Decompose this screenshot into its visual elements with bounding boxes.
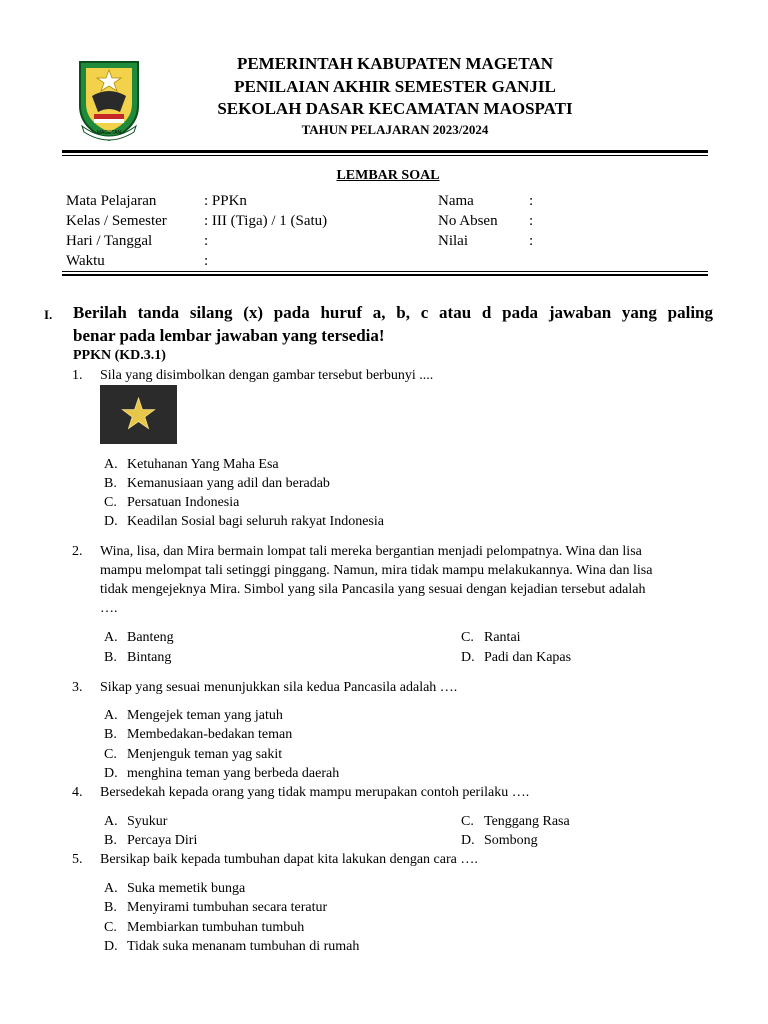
pancasila-star-image: [100, 385, 177, 444]
option[interactable]: C. Rantai: [461, 630, 521, 645]
option[interactable]: A. Ketuhanan Yang Maha Esa: [104, 457, 279, 472]
info-label-time: Waktu: [66, 253, 105, 269]
question-text-line: Wina, lisa, dan Mira bermain lompat tali mereka bergantian menjadi pelompatnya. Wina dan lisa: [100, 544, 642, 559]
option[interactable]: D. Sombong: [461, 833, 538, 848]
option[interactable]: C. Tenggang Rasa: [461, 814, 570, 829]
question-text-line: mampu melompat tali setinggi pinggang. Namun, mira tidak mampu melakukannya. Wina dan lisa: [100, 563, 653, 578]
option[interactable]: C. Persatuan Indonesia: [104, 495, 240, 510]
option[interactable]: B. Percaya Diri: [104, 833, 198, 848]
info-value-class: : III (Tiga) / 1 (Satu): [204, 213, 328, 229]
section-instruction-line2: benar pada lembar jawaban yang tersedia!: [73, 326, 385, 345]
question-text: Bersikap baik kepada tumbuhan dapat kita lakukan dengan cara ….: [100, 852, 478, 867]
section-instruction-line1: Berilah tanda silang (x) pada huruf a, b, c atau d pada jawaban yang paling: [73, 303, 713, 322]
info-value-date: :: [204, 233, 209, 249]
option[interactable]: A. Syukur: [104, 814, 168, 829]
info-label-score: Nilai: [438, 233, 468, 249]
option[interactable]: D. Padi dan Kapas: [461, 650, 572, 665]
svg-text:MAGETAN: MAGETAN: [96, 130, 122, 136]
question-text: Sila yang disimbolkan dengan gambar tersebut berbunyi ....: [100, 368, 434, 383]
option[interactable]: D. menghina teman yang berbeda daerah: [104, 766, 340, 781]
magetan-emblem-icon: [70, 56, 148, 142]
info-label-subject: Mata Pelajaran: [66, 193, 157, 209]
header-line-year: TAHUN PELAJARAN 2023/2024: [301, 122, 489, 137]
info-label-name: Nama: [438, 193, 474, 209]
question-text: Bersedekah kepada orang yang tidak mampu merupakan contoh perilaku ….: [100, 785, 530, 800]
info-divider-thick: [62, 274, 708, 276]
question-number: 2.: [72, 544, 83, 559]
info-label-absen: No Absen: [438, 213, 498, 229]
regency-logo: [70, 56, 148, 142]
option[interactable]: C. Membiarkan tumbuhan tumbuh: [104, 920, 305, 935]
section-subheading: PPKN (KD.3.1): [73, 348, 166, 363]
info-divider-thin: [62, 271, 708, 272]
option[interactable]: D. Keadilan Sosial bagi seluruh rakyat Indonesia: [104, 514, 384, 529]
info-value-subject: : PPKn: [204, 193, 247, 209]
question-number: 5.: [72, 852, 83, 867]
option[interactable]: C. Menjenguk teman yag sakit: [104, 747, 283, 762]
option[interactable]: B. Menyirami tumbuhan secara teratur: [104, 900, 328, 915]
info-value-name: :: [529, 193, 534, 209]
option[interactable]: B. Membedakan-bedakan teman: [104, 727, 293, 742]
question-text: Sikap yang sesuai menunjukkan sila kedua Pancasila adalah ….: [100, 680, 458, 695]
question-number: 1.: [72, 368, 83, 383]
info-value-absen: :: [529, 213, 534, 229]
question-text-line: tidak mengejeknya Mira. Simbol yang sila Pancasila yang sesuai dengan kejadian tersebut adalah: [100, 582, 646, 597]
info-value-score: :: [529, 233, 534, 249]
option[interactable]: A. Mengejek teman yang jatuh: [104, 708, 283, 723]
info-label-date: Hari / Tanggal: [66, 233, 153, 249]
option[interactable]: D. Tidak suka menanam tumbuhan di rumah: [104, 939, 360, 954]
option[interactable]: B. Kemanusiaan yang adil dan beradab: [104, 476, 330, 491]
question-text-line: ….: [100, 601, 118, 616]
info-label-class: Kelas / Semester: [66, 213, 167, 229]
header-line-government: PEMERINTAH KABUPATEN MAGETAN: [236, 54, 554, 73]
header-line-assessment: PENILAIAN AKHIR SEMESTER GANJIL: [234, 77, 556, 96]
question-number: 3.: [72, 680, 83, 695]
section-number: I.: [44, 307, 53, 322]
header-divider-thin: [62, 155, 708, 156]
option[interactable]: A. Suka memetik bunga: [104, 881, 246, 896]
header-line-school: SEKOLAH DASAR KECAMATAN MAOSPATI: [217, 99, 573, 118]
star-icon: [100, 385, 177, 444]
option[interactable]: B. Bintang: [104, 650, 172, 665]
info-value-time: :: [204, 253, 209, 269]
header-divider-thick: [62, 150, 708, 153]
option[interactable]: A. Banteng: [104, 630, 174, 645]
sheet-title: LEMBAR SOAL: [336, 168, 440, 183]
question-number: 4.: [72, 785, 83, 800]
